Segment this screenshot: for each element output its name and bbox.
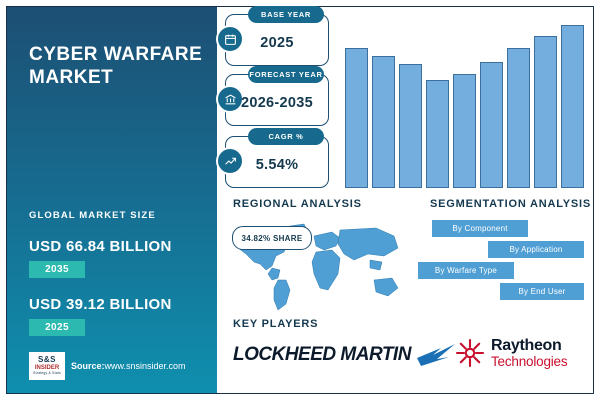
world-map bbox=[228, 218, 408, 313]
bar-4 bbox=[426, 80, 449, 188]
stat-card-forecast-year bbox=[225, 70, 329, 126]
section-heading-regional: REGIONAL ANALYSIS bbox=[233, 198, 362, 210]
player-raytheon-technologies bbox=[455, 338, 567, 369]
source-url: www.snsinsider.com bbox=[104, 361, 186, 371]
bar-6 bbox=[480, 62, 503, 188]
sns-insider-logo-icon bbox=[29, 352, 65, 380]
stat-card-base-year bbox=[225, 10, 329, 66]
stat-label-base-year: BASE YEAR bbox=[248, 6, 324, 23]
page-title: CYBER WARFARE MARKET bbox=[29, 44, 203, 88]
logo-line-3: Strategy & Stats bbox=[33, 371, 61, 376]
stat-value-forecast-year: 2026-2035 bbox=[240, 95, 314, 111]
source-label: Source: bbox=[71, 361, 105, 371]
base-market-value: USD 39.12 BILLION bbox=[29, 296, 172, 313]
source-row bbox=[29, 352, 186, 380]
stat-value-cagr: 5.54% bbox=[255, 157, 299, 173]
segment-chip-end-user[interactable]: By End User bbox=[500, 283, 584, 300]
left-summary-panel bbox=[7, 7, 217, 393]
raytheon-name-line1: Raytheon bbox=[491, 337, 562, 354]
bar-1 bbox=[345, 48, 368, 188]
bar-7 bbox=[507, 48, 530, 188]
section-heading-segmentation: SEGMENTATION ANALYSIS bbox=[430, 198, 592, 210]
logo-line-1: S&S bbox=[38, 355, 56, 365]
logo-line-2: INSIDER bbox=[34, 365, 60, 372]
raytheon-wordmark bbox=[491, 338, 567, 369]
player-lockheed-martin bbox=[233, 342, 457, 368]
regional-share-badge: 34.82% SHARE bbox=[232, 226, 312, 250]
segment-chip-application[interactable]: By Application bbox=[488, 241, 584, 258]
lockheed-star-icon bbox=[415, 342, 457, 368]
raytheon-burst-icon bbox=[455, 338, 485, 368]
forecast-year-chip: 2035 bbox=[29, 261, 85, 278]
source-text bbox=[71, 361, 186, 371]
stat-card-cagr bbox=[225, 132, 329, 188]
bar-2 bbox=[372, 56, 395, 188]
bar-5 bbox=[453, 74, 476, 188]
segment-chip-warfare-type[interactable]: By Warfare Type bbox=[418, 262, 514, 279]
forecast-market-value: USD 66.84 BILLION bbox=[29, 238, 172, 255]
player-lockheed-label: LOCKHEED MARTIN bbox=[233, 344, 411, 365]
base-year-chip: 2025 bbox=[29, 319, 85, 336]
global-market-size-label: GLOBAL MARKET SIZE bbox=[29, 210, 156, 221]
bar-9 bbox=[561, 25, 584, 188]
bar-8 bbox=[534, 36, 557, 188]
bar-3 bbox=[399, 64, 422, 188]
growth-bar-chart bbox=[345, 20, 585, 188]
stat-value-base-year: 2025 bbox=[260, 35, 294, 51]
stat-label-forecast-year: FORECAST YEAR bbox=[248, 66, 324, 83]
raytheon-name-line2: Technologies bbox=[491, 353, 568, 369]
segment-chip-component[interactable]: By Component bbox=[432, 220, 528, 237]
section-heading-key-players: KEY PLAYERS bbox=[233, 318, 319, 330]
stat-label-cagr: CAGR % bbox=[248, 128, 324, 145]
